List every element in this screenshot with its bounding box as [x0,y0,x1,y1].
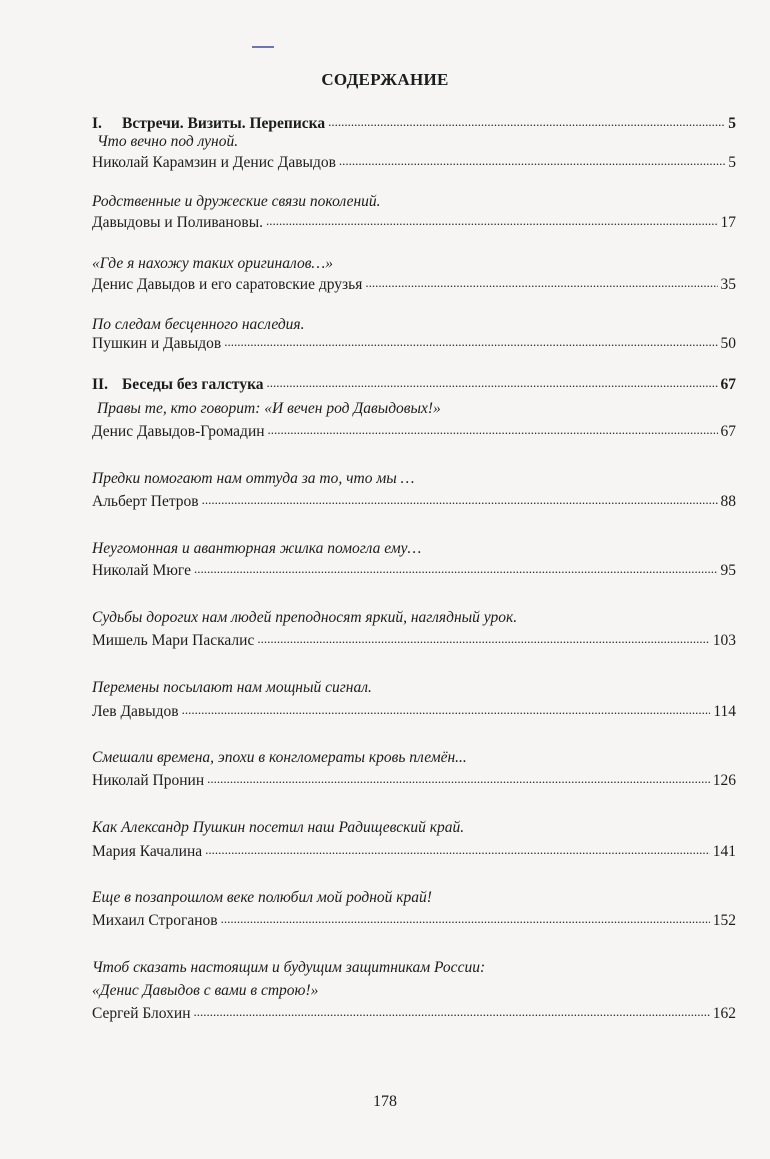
entry-page-number: 67 [720,423,736,440]
entry-author: Денис Давыдов-Громадин [92,423,265,440]
toc-entry [92,842,736,862]
leader-dots [266,214,717,228]
entry-subtitle: Родственные и дружеские связи поколений. [92,193,381,210]
entry-author: Мишель Мари Паскалис [92,632,255,649]
leader-dots [339,154,725,168]
entry-subtitle: Как Александр Пушкин посетил наш Радищевский край. [92,819,465,836]
entry-page-number: 162 [712,1005,736,1022]
entry-author: Мария Качалина [92,843,203,860]
leader-dots [365,276,717,290]
entry-subtitle-continued: «Денис Давыдов с вами в строю!» [92,982,319,999]
toc-entry [92,492,736,512]
section-label: II. Беседы без галстука [92,376,264,393]
entry-subtitle: Судьбы дорогих нам людей преподносят яркий, наглядный урок. [92,609,518,626]
entry-subtitle: Еще в позапрошлом веке полюбил мой родной край! [92,889,432,906]
leader-dots [205,843,710,857]
section-page-number: 67 [720,376,736,393]
entry-subtitle: Что вечно под луной. [97,133,239,150]
leader-dots [257,632,709,646]
section-row-2 [92,375,736,395]
page-title: СОДЕРЖАНИЕ [321,70,449,89]
toc-entry [92,771,736,791]
entry-author: Альберт Петров [92,493,199,510]
entry-subtitle: «Где я нахожу таких оригиналов…» [92,255,333,272]
toc-entry [92,631,736,651]
entry-page-number: 35 [720,276,736,293]
leader-dots [224,335,717,349]
entry-author: Денис Давыдов и его саратовские друзья [92,276,363,293]
entry-subtitle: Предки помогают нам оттуда за то, что мы … [92,470,415,487]
toc-entry [92,153,736,173]
leader-dots [194,1005,710,1019]
entry-author: Николай Мюге [92,562,191,579]
leader-dots [194,562,718,576]
leader-dots [328,115,725,129]
entry-author: Николай Карамзин и Денис Давыдов [92,154,336,171]
entry-subtitle: Чтоб сказать настоящим и будущим защитникам России: [92,959,486,976]
entry-author: Лев Давыдов [92,703,179,720]
entry-subtitle: Неугомонная и авантюрная жилка помогла ему… [92,540,422,557]
toc-entry [92,213,736,233]
page-number: 178 [373,1093,397,1110]
entry-author: Сергей Блохин [92,1005,191,1022]
entry-subtitle: Правы те, кто говорит: «И вечен род Давыдовых!» [97,400,441,417]
entry-subtitle: По следам бесценного наследия. [92,316,305,333]
entry-author: Пушкин и Давыдов [92,335,222,352]
leader-dots [221,912,710,926]
entry-author: Давыдовы и Поливановы. [92,214,264,231]
entry-page-number: 126 [712,772,736,789]
leader-dots [267,376,718,390]
entry-page-number: 50 [720,335,736,352]
entry-page-number: 5 [728,154,736,171]
entry-page-number: 114 [713,703,736,720]
entry-page-number: 17 [720,214,736,231]
toc-entry [92,702,736,722]
entry-page-number: 95 [720,562,736,579]
entry-author: Михаил Строганов [92,912,218,929]
entry-page-number: 88 [720,493,736,510]
scan-mark [252,46,274,48]
toc-entry [92,275,736,295]
entry-subtitle: Перемены посылают нам мощный сигнал. [92,679,372,696]
leader-dots [268,423,718,437]
leader-dots [202,493,718,507]
section-page-number: 5 [728,115,736,132]
leader-dots [182,703,711,717]
entry-author: Николай Пронин [92,772,205,789]
section-label: I. Встречи. Визиты. Переписка [92,115,326,132]
entry-page-number: 103 [712,632,736,649]
toc-entry [92,422,736,442]
entry-page-number: 141 [712,843,736,860]
entry-subtitle: Смешали времена, эпохи в конгломераты кровь племён... [92,749,467,766]
toc-entry [92,561,736,581]
toc-entry [92,1004,736,1024]
entry-page-number: 152 [712,912,736,929]
toc-entry [92,911,736,931]
toc-entry [92,334,736,354]
section-row-1 [92,114,736,134]
leader-dots [207,772,710,786]
